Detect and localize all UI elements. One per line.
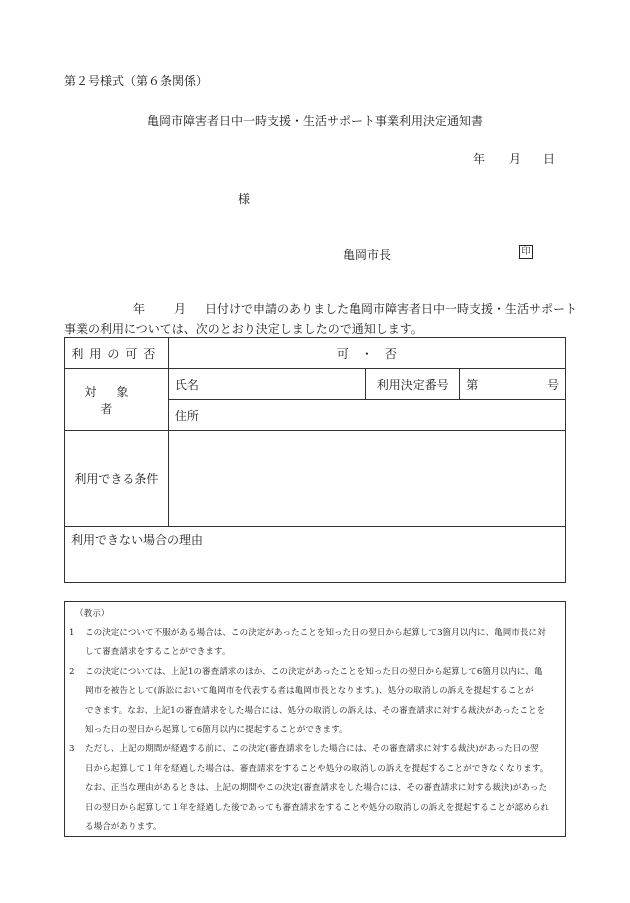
issuer: 亀岡市長 (343, 248, 392, 262)
document-title: 亀岡市障害者日中一時支援・生活サポート事業利用決定通知書 (146, 114, 483, 128)
address-label: 住所 (168, 400, 565, 431)
subject-label: 対象者 (65, 369, 169, 431)
notice-item-line: して審査請求をすることができます。 (85, 647, 231, 658)
seal-mark: 印 (519, 245, 533, 259)
addressee-suffix: 様 (238, 192, 251, 206)
decision-table (64, 337, 566, 583)
notice-box (64, 601, 566, 837)
date-month: 月 (509, 152, 522, 166)
date-day: 日 (543, 152, 556, 166)
date-year: 年 (473, 152, 486, 166)
body-month: 月 (174, 302, 187, 316)
notice-item-line: る場合があります。 (85, 821, 162, 832)
form-number: 第２号様式（第６条関係） (64, 74, 209, 88)
body-year: 年 (133, 302, 146, 316)
notice-item-number: 1 (69, 628, 75, 638)
number-prefix: 第 (466, 377, 479, 392)
notice-item-line: なお、正当な理由があるときは、上記の期間やこの決定(審査請求をした場合には、その審査請求に対する裁決)があった (85, 783, 548, 794)
notice-item-line: この決定について不服がある場合は、この決定があったことを知った日の翌日から起算して3箇月以内に、亀岡市長に対 (85, 628, 546, 638)
number-suffix: 号 (546, 377, 559, 392)
conditions-value (168, 431, 565, 527)
body-line2: 事業の利用については、次のとおり決定しましたので通知します。 (64, 322, 423, 336)
notice-item-line: ただし、上記の期間が経過する前に、この決定(審査請求をした場合には、その審査請求に対する裁決)があった日の翌 (85, 744, 539, 755)
notice-item-line: 日から起算して１年を経過した場合は、審査請求をすることや処分の取消しの訴えを提起することができなくなります。 (85, 763, 549, 774)
notice-item-number: 3 (69, 744, 75, 755)
notice-item-line: できます。なお、上記1の審査請求をした場合には、処分の取消しの訴えは、その審査請求に対する裁決があったことを (85, 705, 546, 716)
notice-heading: （教示） (75, 609, 110, 619)
conditions-label: 利用できる条件 (65, 431, 169, 527)
notice-item-line: 岡市を被告として(訴訟において亀岡市を代表する者は亀岡市長となります。)、処分の取消しの訴えを提起することが (85, 686, 534, 697)
name-label: 氏名 (168, 369, 366, 400)
decision-number-value (460, 369, 566, 400)
decision-number-label: 利用決定番号 (366, 369, 460, 400)
notice-item-line: 日の翌日から起算して１年を経過した後であっても審査請求をすることや処分の取消しの訴えを提起することが認められ (85, 802, 549, 813)
notice-item-number: 2 (69, 666, 75, 677)
reason-label: 利用できない場合の理由 (65, 527, 566, 583)
notice-item-line: 知った日の翌日から起算して6箇月以内に提起することができます。 (85, 724, 348, 735)
notice-item-line: この決定については、上記1の審査請求のほか、この決定があったことを知った日の翌日から起算して6箇月以内に、亀 (85, 666, 543, 677)
availability-label: 利用の可否 (65, 338, 169, 369)
body-line1: 日付けで申請のありました亀岡市障害者日中一時支援・生活サポート (205, 302, 578, 316)
availability-value: 可 ・ 否 (168, 338, 565, 369)
